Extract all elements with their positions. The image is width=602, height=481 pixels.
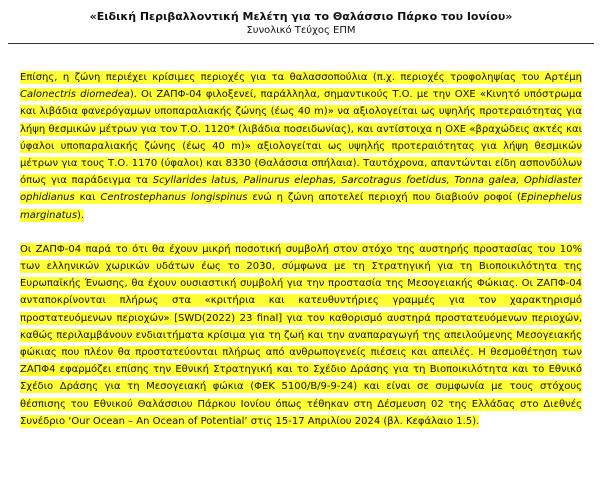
paragraph-1	[20, 69, 582, 224]
paragraph-1-segment: ). Οι ΖΑΠΦ-04 φιλοξενεί, παράλληλα, σημαντικούς Τ.Ο. με την ΟΧΕ «Κινητό υπόστρωμα και λιβάδια φανερόγαμων υποπαραλιακής ζώνης (έως 40 m)» να αξιολογείται ως υψηλής προτεραιότητας για λήψη θεσμικών μέτρων για τον Τ.Ο. 1120* (λιβάδια ποσειδωνίας), και αντίστοιχα η ΟΧΕ «βραχώδεις ακτές και ύφαλοι υποπαραλιακής ζώνης (έως 40 m)» αξιολογείται ως υψηλής προτεραιότητας για λήψη θεσμικών μέτρων για τους Τ.Ο. 1170 (ύφαλοι) και 8330 (Θαλάσσια σπήλαια). Ταυτόχρονα, απαντώνται είδη ασπονδύλων όπως για παράδειγμα τα	[20, 89, 582, 187]
header-divider	[8, 43, 594, 44]
paragraph-1-segment: ).	[77, 209, 85, 221]
species-names-list: Scyllarides latus, Palinurus elephas, Sarcotragus foetidus, Tonna galea, Ophidiaster ophidianus	[20, 175, 582, 204]
highlighted-text	[20, 71, 582, 222]
document-body	[20, 69, 582, 447]
species-name: Epinephelus marginatus	[20, 192, 582, 221]
paragraph-1-segment: και	[74, 192, 101, 204]
page-header	[0, 10, 602, 37]
paragraph-2	[20, 241, 582, 430]
species-name: Calonectris diomedea	[20, 89, 130, 101]
document-title: «Ειδική Περιβαλλοντική Μελέτη για το Θαλάσσιο Πάρκο του Ιονίου»	[89, 10, 513, 23]
species-name: Centrostephanus longispinus	[100, 192, 248, 204]
highlighted-text: Οι ΖΑΠΦ-04 παρά το ότι θα έχουν μικρή ποσοτική συμβολή στον στόχο της αυστηρής προστασίας του 10% των ελληνικών χωρικών υδάτων έως το 2030, σύμφωνα με τη Στρατηγική για τη Βιοποικιλότητα της Ευρωπαϊκής Ένωσης, θα έχουν ουσιαστική συμβολή για την προστασία της Μεσογειακής Φώκιας. Οι ΖΑΠΦ-04 ανταποκρίνονται πλήρως στα «κριτήρια και κατευθυντήριες γραμμές για τον χαρακτηρισμό προστατευόμενων περιοχών» [SWD(2022) 23 final] για τον καθορισμό αυστηρά προστατευόμενων περιοχών, καθώς περιλαμβάνουν ενδιαιτήματα κρίσιμα για τη ζωή και την αναπαραγωγή της απειλούμενης Μεσογειακής φώκιας που πλέον θα προστατεύονται πλήρως από ανθρωπογενείς πιέσεις και απειλές. Η θεσμοθέτηση των ΖΑΠΦ4 εφαρμόζει επίσης την Εθνική Στρατηγική και το Σχέδιο Δράσης για τη Βιοποικιλότητα και το Εθνικό Σχέδιο Δράσης για τη Μεσογειακή φώκια (ΦΕΚ 5100/Β/9-9-24) και είναι σε συμφωνία με τους στόχους θέσπισης του Εθνικού Θαλάσσιου Πάρκου Ιονίου όπως τέθηκαν στη Δέσμευση 02 της Ελλάδας στο Διεθνές Συνέδριο ‘Our Ocean – An Ocean of Potential’ στις 15-17 Απριλίου 2024 (βλ. Κεφάλαιο 1.5).	[20, 243, 582, 427]
paragraph-1-segment: Επίσης, η ζώνη περιέχει κρίσιμες περιοχές για τα θαλασσοπούλια (π.χ. περιοχές τροφοληψίας του Αρτέμη	[20, 72, 582, 83]
document-subtitle: Συνολικό Τεύχος ΕΠΜ	[246, 25, 356, 36]
paragraph-1-segment: ενώ η ζώνη αποτελεί περιοχή που διαβιούν ροφοί (	[247, 192, 521, 204]
